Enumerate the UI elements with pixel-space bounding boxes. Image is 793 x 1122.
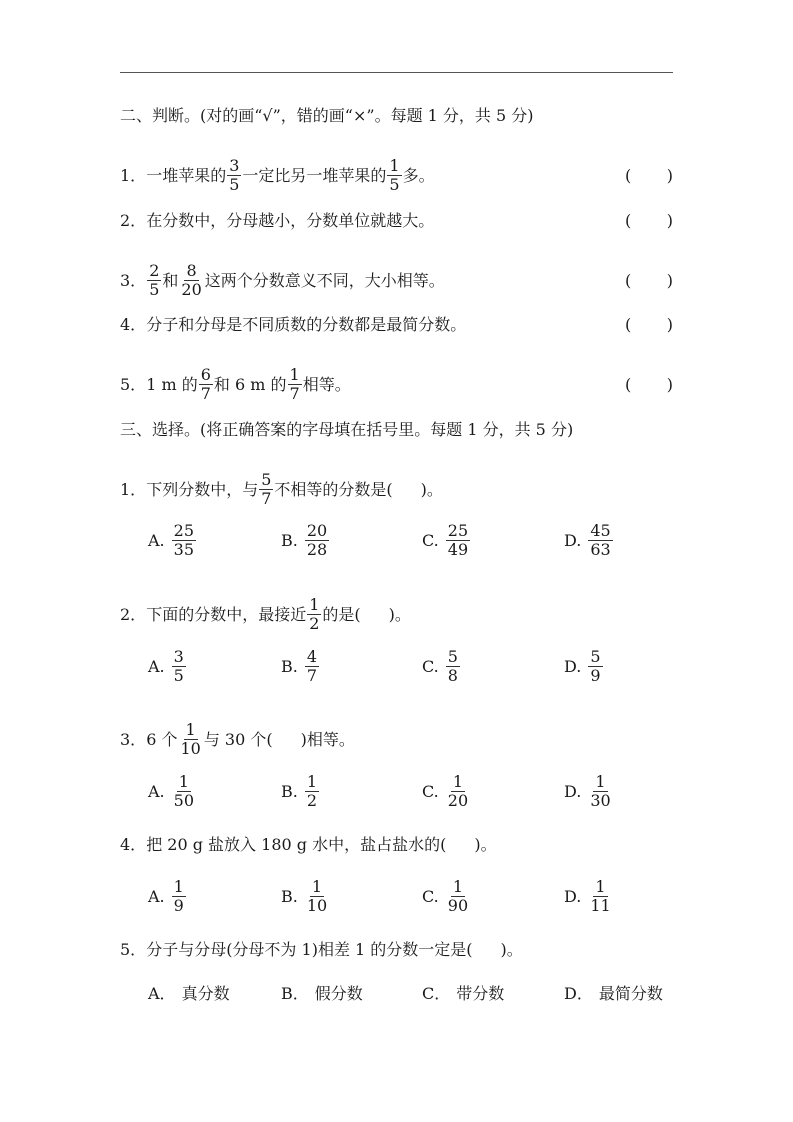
denominator: 49 — [447, 540, 469, 559]
choice-question-4 — [120, 835, 673, 855]
question-number: 3． — [120, 270, 147, 290]
denominator: 5 — [389, 175, 400, 194]
numerator: 1 — [452, 877, 464, 896]
denominator: 50 — [173, 791, 194, 810]
option-text: 带分数 — [456, 984, 505, 1003]
denominator: 7 — [289, 384, 300, 403]
numerator: 1 — [595, 772, 606, 791]
numerator: 1 — [306, 772, 318, 791]
question-text: 一堆苹果的 — [146, 165, 227, 185]
choice-question-1 — [120, 471, 673, 508]
option-a[interactable] — [148, 878, 281, 915]
option-label: B. — [281, 887, 298, 906]
numerator: 25 — [173, 521, 194, 540]
numerator: 4 — [306, 647, 318, 666]
denominator: 20 — [181, 280, 202, 299]
option-label: A. — [148, 887, 165, 906]
denominator: 5 — [173, 666, 184, 685]
question-text: )。 — [420, 479, 443, 499]
option-label: A． — [148, 984, 176, 1003]
option-label: D. — [564, 657, 582, 676]
numerator: 20 — [306, 521, 328, 540]
option-a[interactable] — [148, 648, 281, 685]
fraction — [305, 773, 319, 810]
denominator: 7 — [306, 666, 318, 685]
question-text: )。 — [388, 604, 411, 624]
option-c[interactable] — [422, 878, 564, 915]
choice-question-5 — [120, 940, 673, 960]
numerator: 1 — [289, 365, 300, 384]
choice-options-3 — [148, 773, 688, 810]
fraction — [178, 721, 202, 758]
denominator: 11 — [590, 896, 611, 915]
question-text: 这两个分数意义不同，大小相等。 — [204, 270, 445, 290]
numerator: 8 — [186, 261, 197, 280]
option-a[interactable] — [148, 981, 281, 1004]
fraction — [199, 366, 213, 403]
option-text: 最简分数 — [598, 984, 663, 1003]
fraction — [259, 471, 273, 508]
question-text: 1 m 的 — [146, 374, 198, 394]
option-c[interactable] — [422, 981, 564, 1004]
judge-question-2 — [120, 211, 673, 231]
numerator: 1 — [173, 877, 184, 896]
option-label: B. — [281, 782, 298, 801]
option-b[interactable] — [281, 773, 422, 810]
denominator: 10 — [306, 896, 328, 915]
fraction — [305, 522, 329, 559]
option-b[interactable] — [281, 981, 422, 1004]
option-label: D. — [564, 531, 582, 550]
option-a[interactable] — [148, 522, 281, 559]
question-text: 下面的分数中，最接近 — [146, 604, 307, 624]
question-text: 和 — [162, 270, 179, 290]
denominator: 63 — [590, 540, 611, 559]
choice-options-2 — [148, 648, 688, 685]
question-text: 把 20 g 盐放入 180 g 水中，盐占盐水的( — [146, 835, 447, 854]
option-d[interactable] — [564, 878, 614, 915]
option-c[interactable] — [422, 773, 564, 810]
question-text: 不相等的分数是( — [274, 479, 393, 499]
denominator: 9 — [173, 896, 184, 915]
denominator: 8 — [447, 666, 458, 685]
numerator: 5 — [447, 647, 458, 666]
option-label: D． — [564, 984, 593, 1003]
option-label: B． — [281, 984, 309, 1003]
question-text: 在分数中，分母越小，分数单位就越大。 — [146, 211, 435, 230]
judge-question-4 — [120, 315, 673, 335]
fraction — [172, 878, 186, 915]
answer-blank[interactable] — [625, 271, 673, 291]
answer-blank[interactable] — [625, 211, 673, 231]
question-number: 2． — [120, 211, 147, 230]
paren-open: ( — [625, 374, 632, 394]
denominator: 2 — [306, 791, 318, 810]
question-text: )。 — [500, 940, 523, 959]
numerator: 6 — [200, 365, 211, 384]
choice-options-5 — [148, 981, 688, 1004]
answer-blank[interactable] — [625, 315, 673, 335]
question-text: 与 30 个( — [203, 729, 273, 749]
section-2-heading-text: 二、判断。(对的画“√”，错的画“×”。每题 1 分，共 5 分) — [120, 106, 534, 125]
denominator: 35 — [173, 540, 194, 559]
option-d[interactable] — [564, 981, 663, 1004]
fraction — [172, 648, 186, 685]
option-label: B. — [281, 657, 298, 676]
question-text: 和 6 m 的 — [213, 374, 287, 394]
answer-blank[interactable] — [625, 375, 673, 395]
paren-open: ( — [625, 165, 632, 185]
option-c[interactable] — [422, 648, 564, 685]
paren-close: ) — [666, 374, 673, 394]
fraction — [147, 262, 161, 299]
numerator: 3 — [229, 156, 240, 175]
option-label: C. — [422, 782, 439, 801]
question-text: 6 个 — [146, 729, 178, 749]
question-number: 1． — [120, 165, 147, 185]
question-number: 5． — [120, 374, 147, 394]
choice-options-4 — [148, 878, 688, 915]
numerator: 1 — [178, 772, 189, 791]
question-text: )。 — [474, 835, 497, 854]
fraction — [446, 878, 470, 915]
fraction — [305, 648, 319, 685]
option-label: C. — [422, 531, 439, 550]
numerator: 5 — [590, 647, 601, 666]
section-3-heading-text: 三、选择。(将正确答案的字母填在括号里。每题 1 分，共 5 分) — [120, 420, 574, 439]
question-text: )相等。 — [300, 729, 355, 749]
option-label: A. — [148, 782, 165, 801]
header-rule — [120, 72, 673, 73]
question-text: 分子和分母是不同质数的分数都是最简分数。 — [146, 315, 467, 334]
option-label: A. — [148, 657, 165, 676]
question-text: 多。 — [402, 165, 435, 185]
paren-open: ( — [625, 270, 632, 290]
numerator: 1 — [309, 595, 320, 614]
section-3-heading — [120, 420, 673, 440]
question-number: 4． — [120, 835, 147, 854]
option-label: C. — [422, 657, 439, 676]
answer-blank[interactable] — [625, 166, 673, 186]
question-text: 相等。 — [302, 374, 351, 394]
option-text: 假分数 — [314, 984, 363, 1003]
denominator: 20 — [447, 791, 469, 810]
question-number: 1． — [120, 479, 147, 499]
question-text: 一定比另一堆苹果的 — [242, 165, 387, 185]
fraction — [227, 157, 241, 194]
option-label: A. — [148, 531, 165, 550]
fraction — [172, 773, 196, 810]
fraction — [307, 596, 321, 633]
numerator: 1 — [311, 877, 323, 896]
fraction — [588, 773, 612, 810]
denominator: 10 — [180, 739, 201, 758]
paren-open: ( — [625, 315, 632, 334]
fraction — [588, 522, 612, 559]
fraction — [588, 878, 612, 915]
fraction — [446, 773, 470, 810]
fraction — [387, 157, 401, 194]
judge-question-5 — [120, 366, 673, 403]
option-d[interactable] — [564, 648, 604, 685]
paren-open: ( — [625, 211, 632, 230]
numerator: 45 — [590, 521, 611, 540]
denominator: 5 — [149, 280, 160, 299]
denominator: 2 — [309, 614, 320, 633]
numerator: 1 — [389, 156, 400, 175]
option-b[interactable] — [281, 648, 422, 685]
option-b[interactable] — [281, 522, 422, 559]
question-number: 3． — [120, 729, 147, 749]
fraction — [446, 648, 460, 685]
numerator: 5 — [261, 470, 272, 489]
option-d[interactable] — [564, 522, 614, 559]
fraction — [305, 878, 329, 915]
denominator: 7 — [261, 489, 272, 508]
option-b[interactable] — [281, 878, 422, 915]
option-d[interactable] — [564, 773, 614, 810]
denominator: 90 — [447, 896, 469, 915]
numerator: 1 — [452, 772, 464, 791]
question-number: 5． — [120, 940, 147, 959]
option-label: C． — [422, 984, 451, 1003]
fraction — [446, 522, 470, 559]
choice-question-2 — [120, 596, 673, 633]
option-text: 真分数 — [181, 984, 230, 1003]
paren-close: ) — [666, 211, 673, 230]
option-a[interactable] — [148, 773, 281, 810]
option-label: D. — [564, 887, 582, 906]
numerator: 1 — [185, 720, 196, 739]
question-number: 2． — [120, 604, 147, 624]
fraction — [179, 262, 203, 299]
choice-question-3 — [120, 721, 673, 758]
fraction — [288, 366, 302, 403]
denominator: 7 — [200, 384, 211, 403]
question-text: 分子与分母(分母不为 1)相差 1 的分数一定是( — [146, 940, 473, 959]
option-c[interactable] — [422, 522, 564, 559]
fraction — [588, 648, 602, 685]
judge-question-1 — [120, 157, 673, 194]
denominator: 30 — [590, 791, 611, 810]
question-number: 4． — [120, 315, 147, 334]
denominator: 5 — [229, 175, 240, 194]
numerator: 25 — [447, 521, 469, 540]
option-label: C. — [422, 887, 439, 906]
denominator: 28 — [306, 540, 328, 559]
numerator: 3 — [173, 647, 184, 666]
paren-close: ) — [666, 315, 673, 334]
judge-question-3 — [120, 262, 673, 299]
paren-close: ) — [666, 165, 673, 185]
denominator: 9 — [590, 666, 601, 685]
question-text: 的是( — [322, 604, 361, 624]
numerator: 2 — [149, 261, 160, 280]
numerator: 1 — [595, 877, 606, 896]
section-2-heading — [120, 106, 673, 126]
question-text: 下列分数中，与 — [146, 479, 259, 499]
choice-options-1 — [148, 522, 688, 559]
option-label: D. — [564, 782, 582, 801]
paren-close: ) — [666, 270, 673, 290]
fraction — [172, 522, 196, 559]
option-label: B. — [281, 531, 298, 550]
